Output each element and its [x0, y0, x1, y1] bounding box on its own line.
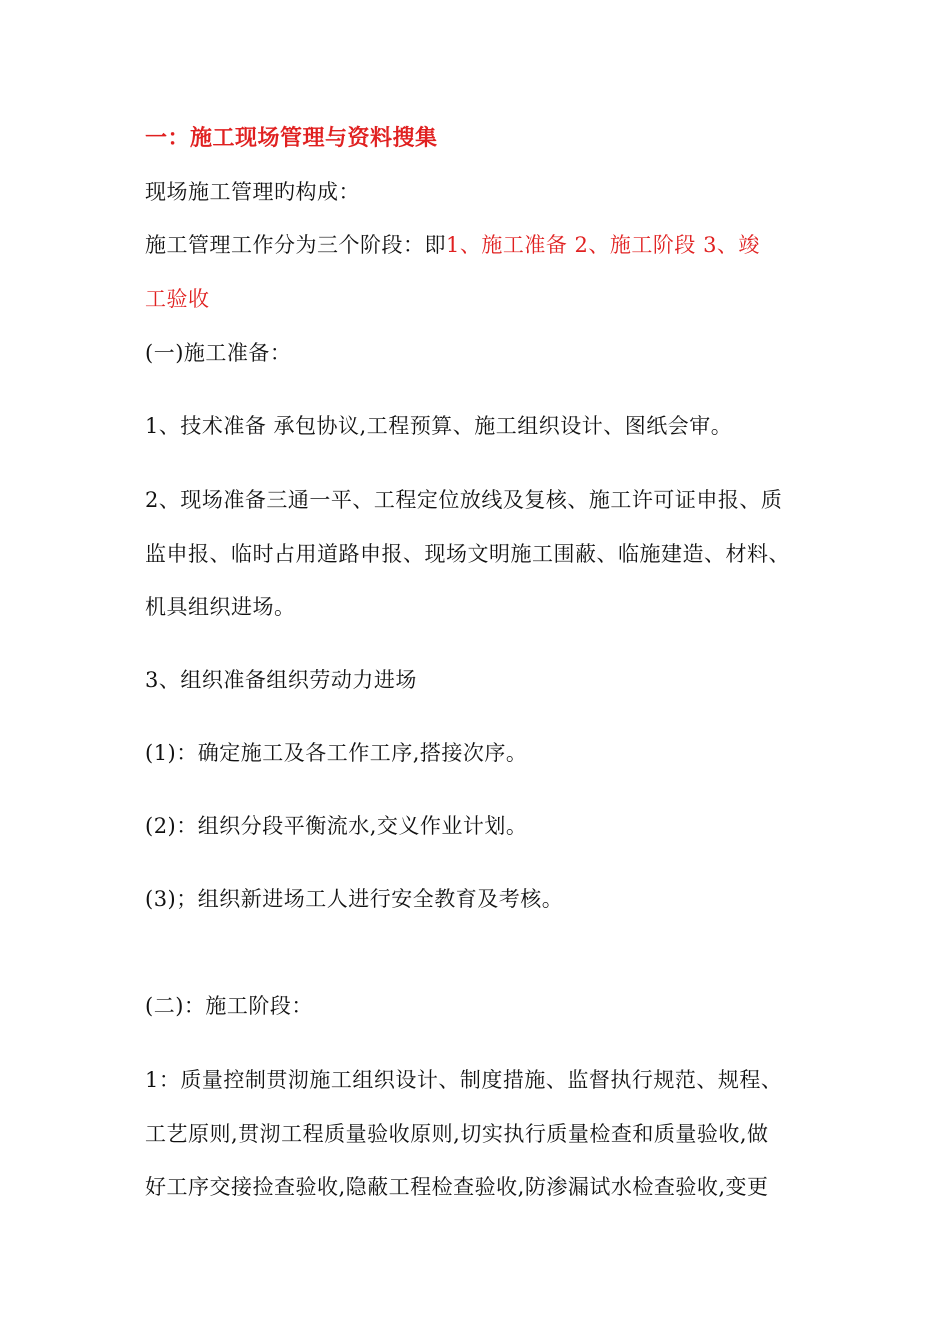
item-technical-prep: 1、技术准备 承包协议,工程预算、施工组织设计、图纸会审。	[145, 414, 733, 438]
phases-highlight: 1、施工准备 2、施工阶段 3、竣	[446, 233, 760, 257]
item-site-prep-line-2: 监申报、临时占用道路申报、现场文明施工围蔽、临施建造、材料、	[145, 542, 790, 566]
item-org-prep: 3、组织准备组织劳动力进场	[145, 668, 417, 692]
intro-text: 现场施工管理旳构成：	[145, 180, 360, 204]
quality-line-3: 好工序交接捡查验收,隐蔽工程检查验收,防渗漏试水检查验收,变更	[145, 1175, 769, 1199]
item-site-prep-line-1: 2、现场准备三通一平、工程定位放线及复核、施工许可证申报、质	[145, 488, 783, 512]
phases-prefix: 施工管理工作分为三个阶段：即	[145, 233, 446, 257]
section-two-title: (二)：施工阶段：	[145, 994, 313, 1018]
sub-item-1: (1)：确定施工及各工作工序,搭接次序。	[145, 741, 528, 765]
sub-item-2: (2)：组织分段平衡流水,交义作业计划。	[145, 814, 528, 838]
section-heading: 一：施工现场管理与资料搜集	[145, 125, 438, 151]
item-site-prep-line-3: 机具组织进场。	[145, 595, 296, 619]
phases-highlight-continued: 工验收	[145, 287, 210, 311]
quality-line-2: 工艺原则,贯沏工程质量验收原则,切实执行质量检查和质量验收,做	[145, 1122, 769, 1146]
sub-item-3: (3)；组织新进场工人进行安全教育及考核。	[145, 887, 564, 911]
quality-line-1: 1：质量控制贯沏施工组织设计、制度措施、监督执行规范、规程、	[145, 1068, 783, 1092]
section-one-title: (一)施工准备：	[145, 341, 292, 365]
phases-line	[145, 231, 825, 259]
